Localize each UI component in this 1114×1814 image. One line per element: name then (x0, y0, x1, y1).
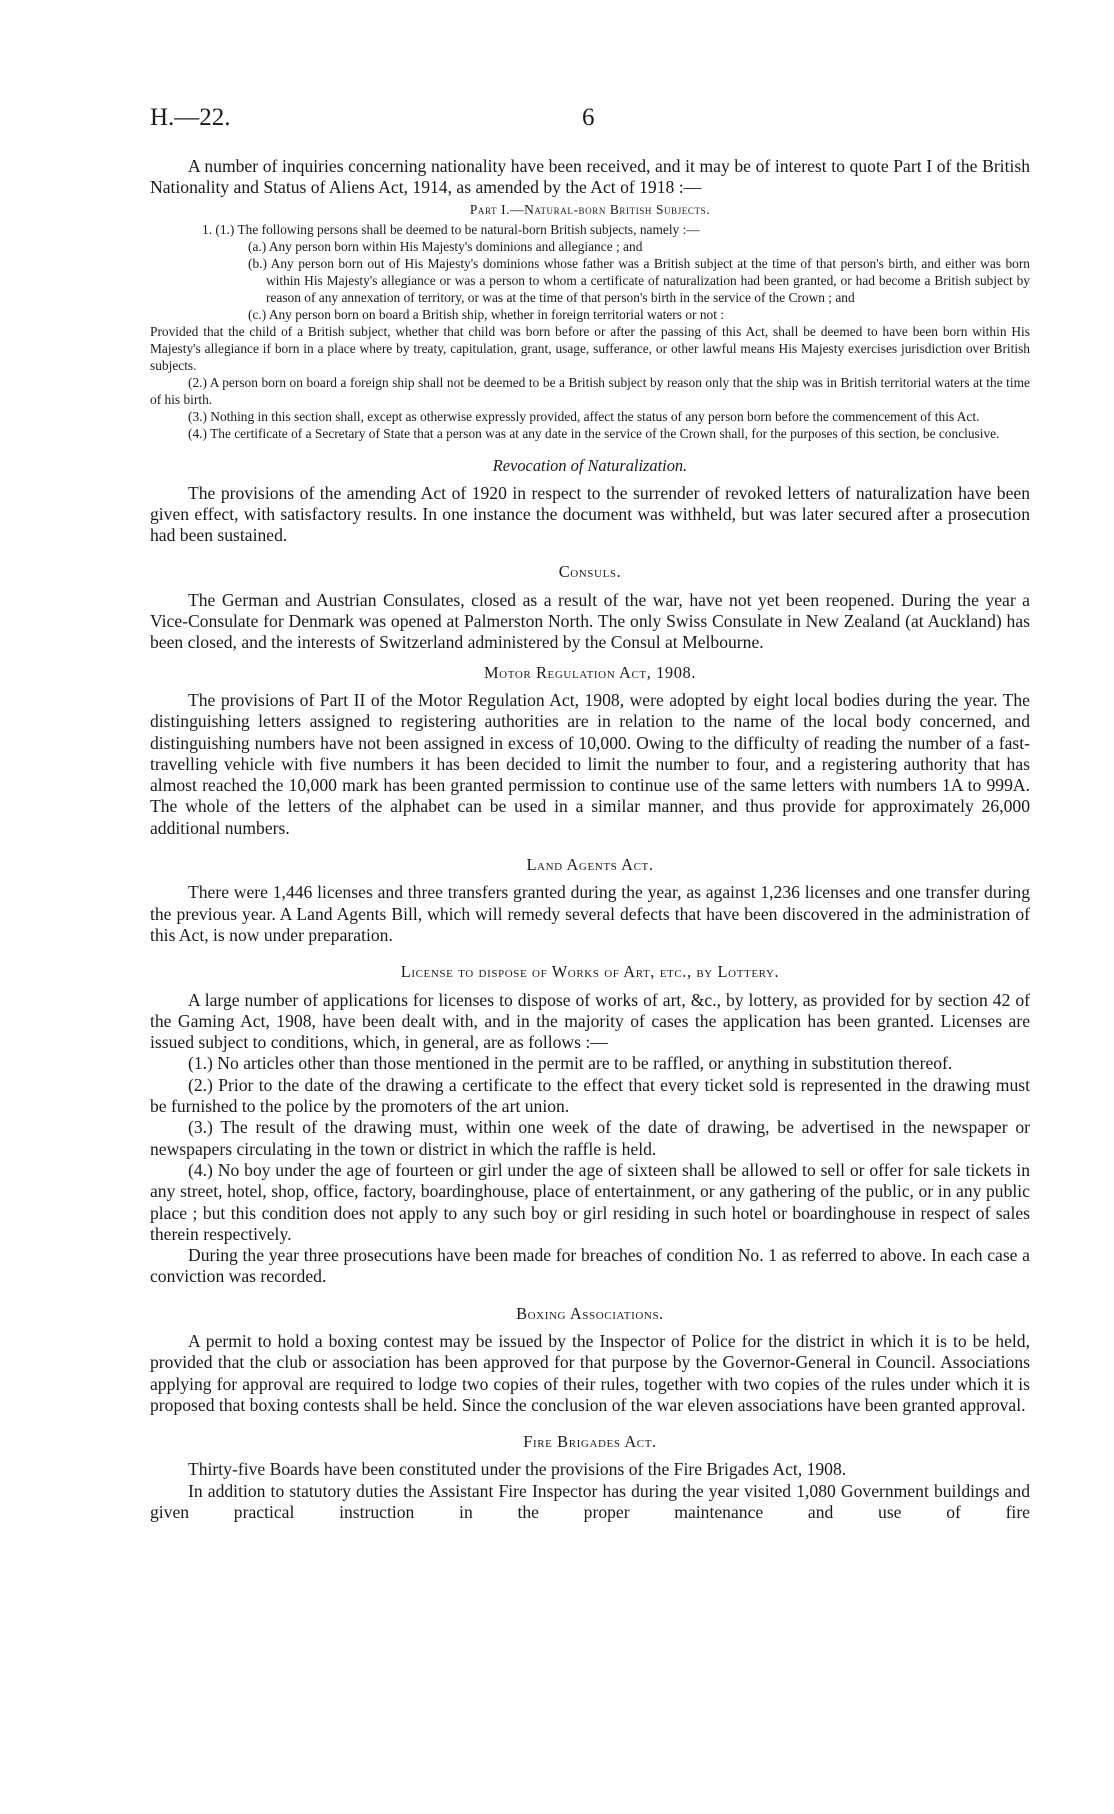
subsection-2: (2.) A person born on board a foreign ship shall not be deemed to be a British subject by reason only that the ship was in British territorial waters at the time of his birth. (150, 374, 1030, 407)
document-reference: H.—22. (150, 104, 231, 131)
clause-c: (c.) Any person born on board a British ship, whether in foreign territorial waters or not : (248, 306, 724, 322)
motor-paragraph: The provisions of Part II of the Motor Regulation Act, 1908, were adopted by eight local bodies during the year. The distinguishing letters assigned to registering authorities are in relation to the name of the local body concerned, and distinguishing numbers have not been assigned in excess of 10,000. Owing to the difficulty of reading the number of a fast-travelling vehicle with five numbers it has been decided to limit the number to four, and a registering authority that has almost reached the 10,000 mark has been granted permission to continue use of the same letters with numbers 1A to 999A. The whole of the letters of the alphabet can be used in a similar manner, and thus provide for approximately 26,000 additional numbers. (150, 689, 1030, 838)
consuls-paragraph: The German and Austrian Consulates, closed as a result of the war, have not yet been reopened. During the year a Vice-Consulate for Denmark was opened at Palmerston North. The only Swiss Consulate in New Zealand (at Auckland) has been closed, and the interests of Switzerland administered by the Consul at Melbourne. (150, 589, 1030, 653)
fire-brigades-paragraph-2: In addition to statutory duties the Assistant Fire Inspector has during the year visited 1,080 Government buildings and given practical instruction in the proper maintenance and use of fire (150, 1480, 1030, 1523)
land-agents-paragraph: There were 1,446 licenses and three transfers granted during the year, as against 1,236 licenses and one transfer during the previous year. A Land Agents Bill, which will remedy several defects that have been discovered in the administration of this Act, is now under preparation. (150, 882, 1030, 945)
land-agents-heading: Land Agents Act. (526, 855, 654, 875)
clause-b: (b.) Any person born out of His Majesty's dominions whose father was a British subject at the time of that person's birth, and either was born within His Majesty's allegiance or was a person to whom a certificate of naturalization had been granted, or had become a British subject by reason of any annexation of territory, or was at the time of that person's birth in the service of the Crown ; and (248, 255, 1030, 305)
revocation-paragraph: The provisions of the amending Act of 1920 in respect to the surrender of revoked letters of naturalization have been given effect, with satisfactory results. In one instance the document was withheld, but was later secured after a prosecution had been sustained. (150, 482, 1030, 546)
act-quotation (150, 201, 1030, 442)
lottery-outro: During the year three prosecutions have been made for breaches of condition No. 1 as referred to above. In each case a conviction was recorded. (150, 1245, 1030, 1287)
subsection-3: (3.) Nothing in this section shall, except as otherwise expressly provided, affect the status of any person born before the commencement of this Act. (188, 408, 980, 424)
lottery-condition-2: (2.) Prior to the date of the drawing a certificate to the effect that every ticket sold is represented in the drawing must be furnished to the police by the promoters of the art union. (150, 1074, 1030, 1117)
lottery-heading: License to dispose of Works of Art, etc., by Lottery. (400, 962, 780, 982)
lottery-condition-4: (4.) No boy under the age of fourteen or girl under the age of sixteen shall be allowed to sell or offer for sale tickets in any street, hotel, shop, office, factory, boardinghouse, place of entertainment, or any gathering of the public, or in any public place ; but this condition does not apply to any such boy or girl residing in such hotel or boardinghouse in respect of sales therein respectively. (150, 1159, 1030, 1244)
intro-paragraph: A number of inquiries concerning nationality have been received, and it may be of interest to quote Part I of the British Nationality and Status of Aliens Act, 1914, as amended by the Act of 1918 :— (150, 156, 1030, 198)
consuls-heading: Consuls. (558, 562, 622, 582)
revocation-heading: Revocation of Naturalization. (492, 455, 688, 475)
section-1: 1. (1.) The following persons shall be deemed to be natural-born British subjects, namely :— (202, 221, 700, 237)
lottery-condition-1: (1.) No articles other than those mentioned in the permit are to be raffled, or anything in substitution thereof. (188, 1053, 953, 1074)
lottery-intro: A large number of applications for licenses to dispose of works of art, &c., by lottery, as provided for by section 42 of the Gaming Act, 1908, have been dealt with, and in the majority of cases the application has been granted. Licenses are issued subject to conditions, which, in general, are as follows :— (150, 989, 1030, 1053)
lottery-condition-3: (3.) The result of the drawing must, within one week of the date of drawing, be advertised in the newspaper or newspapers circulating in the town or district in which the raffle is held. (150, 1117, 1030, 1159)
page-number: 6 (582, 104, 595, 131)
part1-heading: Part I.—Natural-born British Subjects. (469, 201, 711, 217)
page-header (150, 104, 1030, 134)
boxing-paragraph: A permit to hold a boxing contest may be issued by the Inspector of Police for the district in which it is to be held, provided that the club or association has been approved for that purpose by the Governor-General in Council. Associations applying for approval are required to lodge two copies of their rules, together with two copies of the rules under which it is proposed that boxing contests shall be held. Since the conclusion of the war eleven associations have been granted approval. (150, 1330, 1030, 1415)
clause-a: (a.) Any person born within His Majesty's dominions and allegiance ; and (248, 238, 643, 254)
boxing-heading: Boxing Associations. (516, 1303, 664, 1323)
proviso: Provided that the child of a British subject, whether that child was born before or after the passing of this Act, shall be deemed to have been born within His Majesty's allegiance if born in a place where by treaty, capitulation, grant, usage, sufferance, or other lawful means His Majesty exercises jurisdiction over British subjects. (150, 323, 1030, 373)
page-body (150, 156, 1030, 1523)
motor-heading: Motor Regulation Act, 1908. (483, 662, 697, 682)
fire-brigades-paragraph-1: Thirty-five Boards have been constituted under the provisions of the Fire Brigades Act, 1908. (188, 1459, 847, 1480)
fire-brigades-heading: Fire Brigades Act. (523, 1432, 657, 1452)
subsection-4: (4.) The certificate of a Secretary of State that a person was at any date in the service of the Crown shall, for the purposes of this section, be conclusive. (188, 425, 1000, 441)
